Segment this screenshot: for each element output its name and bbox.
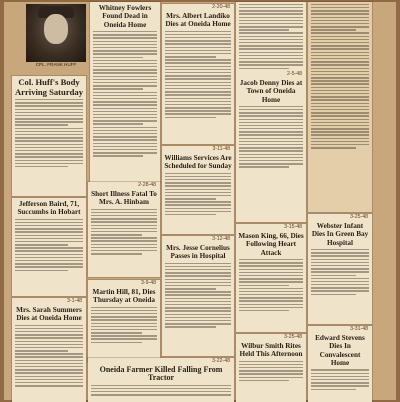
clipping-wilbur-smith [236, 334, 306, 402]
clipping-right-column [308, 2, 372, 212]
article-body [165, 173, 231, 216]
clipping-mrs-hinbam [88, 182, 160, 277]
clipping-headline: Short Illness Fatal To Mrs. A. Hinbam [91, 190, 157, 207]
portrait-face [44, 14, 68, 44]
clipping-headline: Jacob Denny Dies at Town of Oneida Home [239, 78, 303, 104]
clipping-headline: Jefferson Baird, 71, Succumbs in Hobart [17, 200, 81, 217]
clipping-date: 3-31-48 [350, 326, 368, 332]
clipping-date: 3-22-48 [212, 358, 230, 364]
clipping-martin-hill [88, 280, 160, 362]
article-body [165, 31, 231, 118]
article-body [15, 99, 83, 167]
clipping-headline: Mrs. Jesse Cornelius Passes in Hospital [166, 244, 230, 261]
clipping-date: 3-12-48 [212, 236, 230, 242]
clipping-date: 3-11-48 [212, 146, 230, 152]
clipping-headline: Mrs. Albert Landiko Dies at Oneida Home [165, 12, 231, 29]
clipping-mrs-albert-landiko [162, 4, 234, 144]
clipping-mrs-sarah-summers [12, 298, 86, 402]
article-body [91, 307, 157, 343]
clipping-whitney-fowlers [90, 2, 160, 182]
clipping-headline: Whitney Fowlers Found Dead in Oneida Home [98, 4, 152, 29]
article-body [311, 369, 369, 390]
clipping-headline: Webster Infant Dies In Green Bay Hospital [311, 222, 369, 247]
clipping-date: 3-9-48 [141, 280, 156, 286]
clipping-oneida-farmer [88, 358, 234, 402]
article-body-top [239, 4, 303, 69]
scrapbook-page [4, 2, 396, 400]
clipping-date: 3-25-48 [284, 334, 302, 340]
clipping-edward-stevens [308, 326, 372, 402]
article-body [15, 219, 83, 271]
portrait-photo [26, 4, 86, 62]
clipping-headline: Williams Services Are Scheduled for Sunday [164, 154, 232, 171]
clipping-jacob-denny [236, 2, 306, 222]
clipping-date: 2-20-48 [212, 4, 230, 10]
clipping-col-huff [12, 76, 86, 196]
article-body [91, 385, 231, 396]
clipping-jefferson-baird [12, 198, 86, 296]
clipping-headline: Wilbur Smith Rites Held This Afternoon [239, 342, 303, 359]
clipping-date: 3-1-48 [67, 298, 82, 304]
clipping-headline: Edward Stevens Dies In Convalescent Home [315, 334, 365, 368]
clipping-williams-services [162, 146, 234, 234]
clipping-date: 3-15-48 [284, 224, 302, 230]
article-body [91, 209, 157, 255]
article-body [311, 249, 369, 295]
clipping-headline: Mason King, 66, Dies Following Heart Attack [238, 232, 304, 257]
article-body [239, 361, 303, 382]
article-body [15, 325, 83, 387]
photo-caption: CPL. FRANK HUFF [35, 62, 77, 67]
clipping-date: 2-5-48 [287, 70, 302, 77]
clipping-webster-infant [308, 214, 372, 324]
clipping-headline: Oneida Farmer Killed Falling From Tractor [99, 365, 223, 383]
clipping-headline: Martin Hill, 81, Dies Thursday at Oneida [92, 288, 156, 305]
article-body [165, 263, 231, 328]
article-body [239, 259, 303, 311]
clipping-headline: Col. Huff's Body Arriving Saturday [14, 77, 84, 97]
article-body [239, 106, 303, 168]
clipping-date: 2-28-48 [138, 182, 156, 188]
clipping-headline: Mrs. Sarah Summers Dies at Oneida Home [16, 306, 82, 323]
article-body [311, 4, 369, 149]
clipping-mason-king [236, 224, 306, 332]
article-body [93, 31, 157, 157]
clipping-date: 3-25-48 [350, 214, 368, 220]
clipping-mrs-jesse-cornelius [162, 236, 234, 356]
